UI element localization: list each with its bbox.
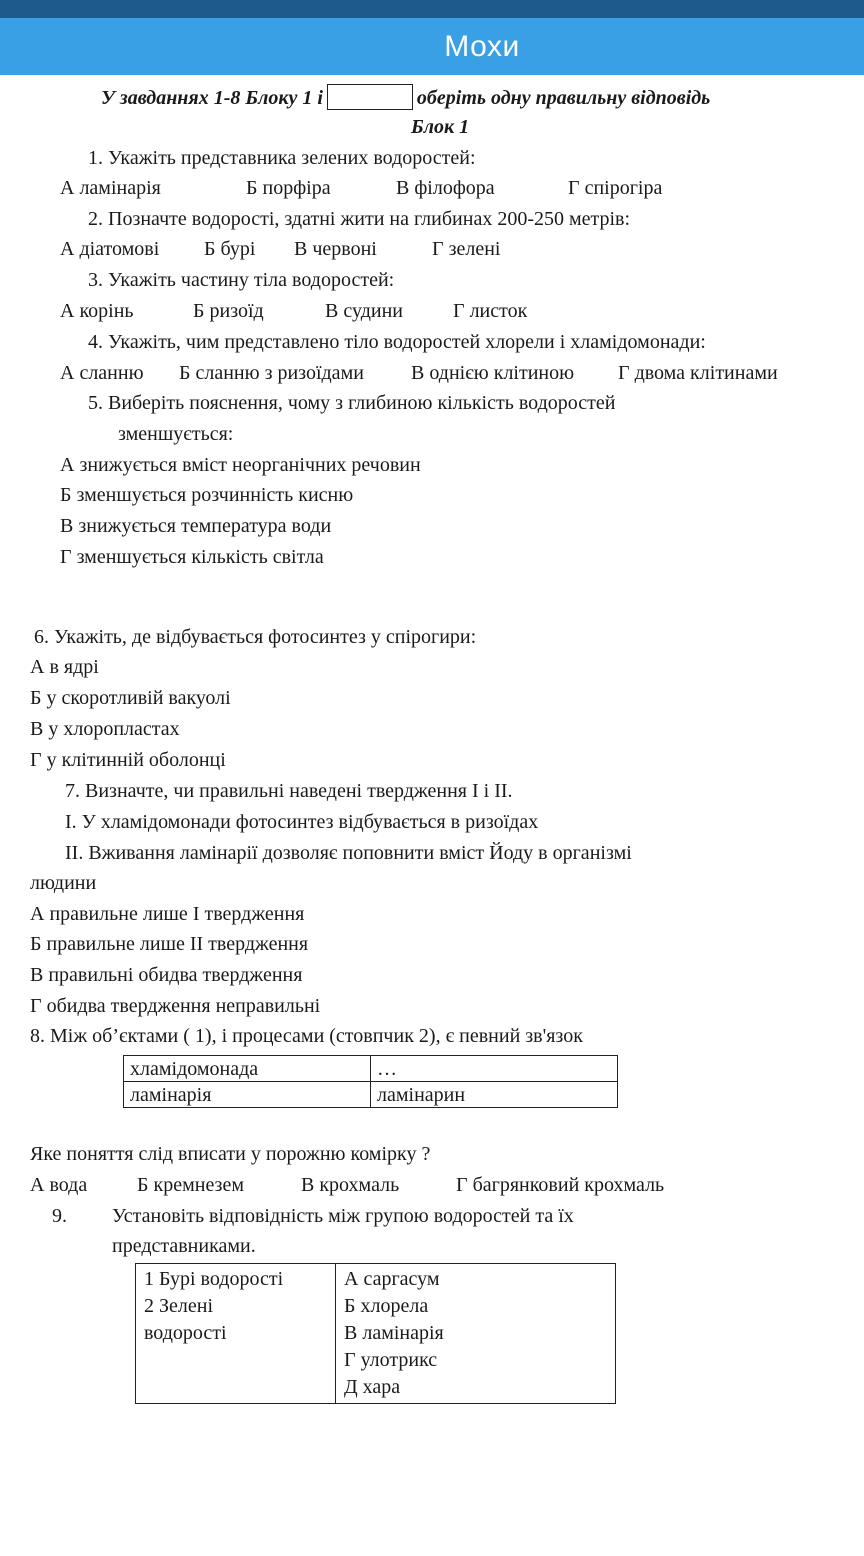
q6-option-d: Г у клітинній оболонці	[30, 749, 226, 771]
status-strip	[0, 0, 864, 18]
q2-option-d: Г зелені	[432, 238, 501, 260]
title-bar	[0, 18, 864, 75]
q5-option-a: А знижується вміст неорганічних речовин	[60, 454, 421, 476]
q3-option-c: В судини	[325, 300, 403, 322]
block-title: Блок 1	[411, 116, 470, 138]
q7-text: 7. Визначте, чи правильні наведені твердження І і ІІ.	[65, 780, 513, 802]
q9-representatives-cell	[336, 1264, 616, 1404]
q4-option-c: В однією клітиною	[411, 362, 575, 384]
q1-option-c: В філофора	[396, 177, 495, 199]
list-item: Д хара	[344, 1376, 401, 1398]
q7-option-a: А правильне лише І твердження	[30, 903, 305, 925]
list-item: 1 Бурі водорості	[144, 1268, 284, 1290]
q7-statement-2: ІІ. Вживання ламінарії дозволяє поповнити вміст Йоду в організмі	[65, 842, 632, 864]
q6-option-c: В у хлоропластах	[30, 718, 180, 740]
q8-option-c: В крохмаль	[301, 1174, 400, 1196]
table-row	[124, 1082, 618, 1108]
q9-text-line2: представниками.	[112, 1235, 256, 1257]
q1-option-b: Б порфіра	[246, 177, 331, 199]
q2-text: 2. Позначте водорості, здатні жити на глибинах 200-250 метрів:	[88, 208, 631, 230]
q3-text: 3. Укажіть частину тіла водоростей:	[88, 269, 395, 291]
q6-option-a: А в ядрі	[30, 656, 99, 678]
list-item: А саргасум	[344, 1268, 440, 1290]
q2-option-a: А діатомові	[60, 238, 160, 260]
q3-option-a: А корінь	[60, 300, 134, 322]
q5-option-c: В знижується температура води	[60, 515, 332, 537]
q5-option-d: Г зменшується кількість світла	[60, 546, 324, 568]
q6-text: 6. Укажіть, де відбувається фотосинтез у спірогири:	[34, 626, 477, 648]
q6-option-b: Б у скоротливій вакуолі	[30, 687, 231, 709]
q7-statement-2-cont: людини	[30, 872, 97, 894]
q8-option-d: Г багрянковий крохмаль	[456, 1174, 665, 1196]
table-cell: ламінарія	[124, 1082, 371, 1108]
list-item: Б хлорела	[344, 1295, 429, 1317]
q8-question: Яке поняття слід вписати у порожню комірку ?	[30, 1143, 431, 1165]
q8-text: 8. Між об’єктами ( 1), і процесами (стовпчик 2), є певний зв'язок	[30, 1025, 583, 1047]
header-text-start: У завданнях 1-8 Блоку 1 і	[101, 87, 323, 109]
q5-text-line1: 5. Виберіть пояснення, чому з глибиною кількість водоростей	[88, 392, 616, 414]
table-row	[136, 1264, 616, 1404]
q4-option-b: Б сланню з ризоїдами	[179, 362, 364, 384]
instruction-header	[101, 84, 710, 110]
q3-option-b: Б ризоїд	[193, 300, 264, 322]
redacted-box	[327, 84, 413, 110]
header-text-end: оберіть одну правильну відповідь	[416, 87, 711, 109]
q9-table	[135, 1263, 616, 1404]
q9-text-line1: Установіть відповідність між групою водоростей та їх	[112, 1205, 574, 1227]
table-row	[124, 1056, 618, 1082]
q9-groups-cell	[136, 1264, 336, 1404]
q4-text: 4. Укажіть, чим представлено тіло водоростей хлорели і хламідомонади:	[88, 331, 706, 353]
q7-option-d: Г обидва твердження неправильні	[30, 995, 321, 1017]
q3-option-d: Г листок	[453, 300, 528, 322]
q7-option-c: В правильні обидва твердження	[30, 964, 303, 986]
list-item: 2 Зелені	[144, 1295, 214, 1317]
q2-option-c: В червоні	[294, 238, 377, 260]
table-cell: хламідомонада	[124, 1056, 371, 1082]
q7-option-b: Б правильне лише ІІ твердження	[30, 933, 309, 955]
q4-option-d: Г двома клітинами	[618, 362, 778, 384]
list-item: В ламінарія	[344, 1322, 444, 1344]
page-title: Мохи	[444, 29, 520, 63]
document-page	[0, 75, 864, 1556]
q8-table	[123, 1055, 618, 1108]
q1-option-d: Г спірогіра	[568, 177, 663, 199]
q1-text: 1. Укажіть представника зелених водоростей:	[88, 147, 476, 169]
list-item: Г улотрикс	[344, 1349, 438, 1371]
q9-number: 9.	[52, 1205, 67, 1227]
list-item: водорості	[144, 1322, 227, 1344]
q8-option-a: А вода	[30, 1174, 88, 1196]
q8-option-b: Б кремнезем	[137, 1174, 244, 1196]
q5-option-b: Б зменшується розчинність кисню	[60, 484, 354, 506]
q4-option-a: А сланню	[60, 362, 144, 384]
q2-option-b: Б бурі	[204, 238, 256, 260]
q7-statement-1: І. У хламідомонади фотосинтез відбувається в ризоїдах	[65, 811, 539, 833]
q1-option-a: А ламінарія	[60, 177, 161, 199]
table-cell: …	[371, 1056, 618, 1082]
q5-text-line2: зменшується:	[118, 423, 234, 445]
table-cell: ламінарин	[371, 1082, 618, 1108]
